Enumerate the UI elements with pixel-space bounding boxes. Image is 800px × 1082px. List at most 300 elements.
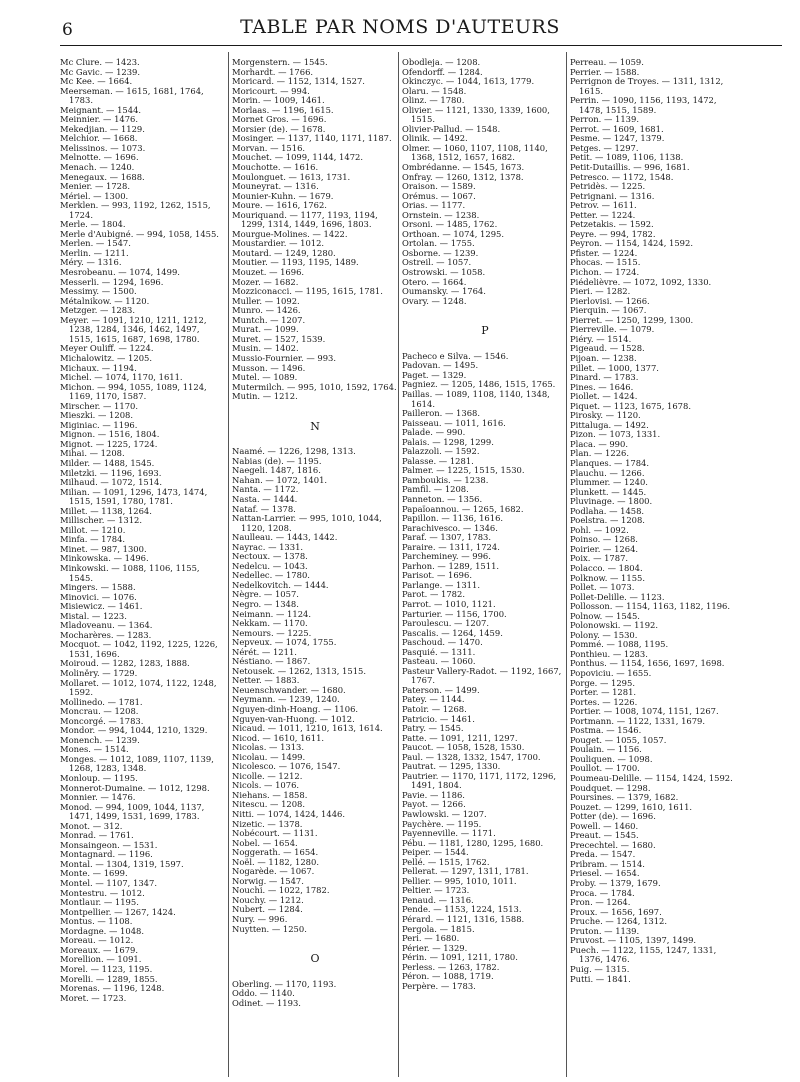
index-entry: Oraison. — 1589. xyxy=(402,181,476,192)
index-entry: Onfray. — 1260, 1312, 1378. xyxy=(402,171,524,182)
index-entry: Milder. — 1488, 1545. xyxy=(60,457,155,468)
index-entry: Pérard. — 1121, 1316, 1588. xyxy=(402,914,525,925)
index-entry: Minkowski. — 1088, 1106, 1155, 1545. xyxy=(60,562,200,583)
index-entry: Neymann. — 1239, 1240. xyxy=(232,694,340,705)
index-entry: Mourgue-Molines. — 1422. xyxy=(232,228,348,239)
index-entry: Pautrat. — 1295, 1330. xyxy=(402,761,501,772)
index-entry: Pittaluga. — 1492. xyxy=(570,419,649,430)
index-entry: Menier. — 1728. xyxy=(60,181,130,192)
index-entry: Muret. — 1527, 1539. xyxy=(232,333,326,344)
index-entry: Nury. — 996. xyxy=(232,914,288,925)
index-entry: Petzetakis. — 1592. xyxy=(570,219,654,230)
index-entry: Parcheminey. — 996. xyxy=(402,551,491,562)
index-entry: Nataf. — 1378. xyxy=(232,503,296,514)
index-entry: Petresco. — 1172, 1548. xyxy=(570,171,674,182)
index-entry: Pasquié. — 1311. xyxy=(402,646,476,657)
index-entry: Perreau. — 1059. xyxy=(570,57,644,67)
index-entry: Nitti. — 1074, 1424, 1446. xyxy=(232,809,346,820)
index-entry: Nouchi. — 1022, 1782. xyxy=(232,885,330,896)
index-entry: Morelli. — 1289, 1855. xyxy=(60,973,158,984)
index-entry: Perrier. — 1588. xyxy=(570,66,640,77)
index-entry: Olinz. — 1780. xyxy=(402,95,465,106)
index-entry: Pierreville. — 1079. xyxy=(570,324,655,335)
index-entry: Mouzet. — 1696. xyxy=(232,267,305,278)
index-entry: Monte. — 1699. xyxy=(60,868,128,879)
index-entry: Papillon. — 1136, 1616. xyxy=(402,513,504,524)
index-entry: Pellé. — 1515, 1762. xyxy=(402,856,490,867)
index-entry: Merle. — 1804. xyxy=(60,219,126,230)
index-entry: Meyer. — 1091, 1210, 1211, 1212, 1238, 1284, 1346, 1462, 1497, 1515, 1615, 1687, 1698, 1780. xyxy=(60,314,207,344)
index-entry: Patte. — 1091, 1211, 1297. xyxy=(402,732,518,743)
index-entry: Nègre. — 1057. xyxy=(232,589,299,600)
index-entry: Nubert. — 1284. xyxy=(232,904,303,915)
index-entry: Pijoan. — 1238. xyxy=(570,352,637,363)
index-entry: Polony. — 1530. xyxy=(570,629,638,640)
index-entry: Patricio. — 1461. xyxy=(402,713,475,724)
index-entry: Perrot. — 1609, 1681. xyxy=(570,123,664,134)
index-entry: Otero. — 1664. xyxy=(402,276,467,287)
index-entry: Mozer. — 1682. xyxy=(232,276,299,287)
index-entry: Ostreil. — 1057. xyxy=(402,257,472,268)
index-entry: Poumeau-Delille. — 1154, 1424, 1592. xyxy=(570,773,733,784)
index-entry: Moliněry. — 1729. xyxy=(60,668,138,678)
index-entry: Moreaux. — 1679. xyxy=(60,944,139,955)
index-entry: Osborne. — 1239. xyxy=(402,247,479,258)
index-entry: Palazzoli. — 1592. xyxy=(402,446,480,457)
index-entry: Pouget. — 1055, 1057. xyxy=(570,734,667,745)
index-entry: Parlange. — 1311. xyxy=(402,579,480,590)
index-entry: Parot. — 1782. xyxy=(402,589,465,600)
index-column-3 xyxy=(402,58,568,991)
index-entry: Morellion. — 1091. xyxy=(60,954,142,965)
index-entry: Panneton. — 1356. xyxy=(402,493,483,504)
index-entry: Monrad. — 1761. xyxy=(60,830,134,841)
index-entry: Potter (de). — 1696. xyxy=(570,811,656,822)
index-entry: Morvan. — 1516. xyxy=(232,142,306,153)
index-entry: Pfister. — 1224. xyxy=(570,247,638,258)
index-entry: Naegeli. 1487, 1816. xyxy=(232,465,321,476)
index-entry: Nizetic. — 1378. xyxy=(232,818,303,829)
index-entry: Milian. — 1091, 1296, 1473, 1474, 1515, 1591, 1780, 1781. xyxy=(60,486,208,507)
index-entry: Petges. — 1297. xyxy=(570,142,639,153)
index-entry: Oberling. — 1170, 1193. xyxy=(232,978,337,989)
index-entry: Postma. — 1546. xyxy=(570,725,642,736)
index-entry: Mignot. — 1225, 1724. xyxy=(60,438,158,449)
index-entry: Musin. — 1402. xyxy=(232,343,299,354)
index-entry: Nahan. — 1072, 1401. xyxy=(232,474,328,485)
index-entry: Pichon. — 1724. xyxy=(570,267,640,278)
index-entry: Parturier. — 1156, 1700. xyxy=(402,608,507,619)
index-entry: Ovary. — 1248. xyxy=(402,295,467,306)
section-letter: P xyxy=(481,324,489,338)
index-entry: Pollet. — 1073. xyxy=(570,582,635,593)
index-entry: Phocas. — 1515. xyxy=(570,257,641,268)
index-entry: Pruvost. — 1105, 1397, 1499. xyxy=(570,935,697,946)
index-entry: Noël. — 1182, 1280. xyxy=(232,856,319,867)
index-entry: Mc Gavic. — 1239. xyxy=(60,66,141,77)
index-entry: Morsier (de). — 1678. xyxy=(232,123,326,134)
index-entry: Peri. — 1680. xyxy=(402,933,460,944)
index-entry: Portier. — 1008, 1074, 1151, 1267. xyxy=(570,706,719,717)
index-entry: Pellier. — 995, 1010, 1011. xyxy=(402,875,517,886)
index-entry: Moure. — 1616, 1762. xyxy=(232,200,327,211)
index-entry: Montlaur. — 1195. xyxy=(60,897,139,908)
index-entry: Paschoud. — 1470. xyxy=(402,637,483,648)
index-entry: Mondor. — 994, 1044, 1210, 1329. xyxy=(60,725,208,736)
index-entry: Proca. — 1784. xyxy=(570,887,635,898)
index-entry: Pines. — 1646. xyxy=(570,381,634,392)
index-entry: Mc Kee. — 1664. xyxy=(60,76,133,87)
index-entry: Nasta. — 1444. xyxy=(232,493,298,504)
index-entry: Moret. — 1723. xyxy=(60,992,127,1003)
index-entry: Moulonguet. — 1613, 1731. xyxy=(232,171,351,182)
index-entry: Monod. — 994, 1009, 1044, 1137, 1471, 1499, 1531, 1699, 1783. xyxy=(60,801,205,822)
index-entry: Noggerath. — 1654. xyxy=(232,847,319,858)
index-entry: Parachivesco. — 1346. xyxy=(402,522,498,533)
index-entry: Nanta. — 1172. xyxy=(232,484,299,495)
index-entry: Michalowitz. — 1205. xyxy=(60,352,153,363)
index-entry: Plan. — 1226. xyxy=(570,448,630,459)
index-entry: Perron. — 1139. xyxy=(570,114,639,125)
index-entry: Palade. — 990. xyxy=(402,427,466,438)
index-entry: Pribram. — 1514. xyxy=(570,858,645,869)
index-entry: Nicolle. — 1212. xyxy=(232,770,303,781)
index-entry: Patry. — 1545. xyxy=(402,723,464,734)
index-entry: Peltier. — 1723. xyxy=(402,885,470,896)
index-entry: Pellerat. — 1297, 1311, 1781. xyxy=(402,866,529,877)
section-letter: N xyxy=(310,419,320,433)
index-entry: Poelstra. — 1208. xyxy=(570,515,645,526)
index-entry: Paisseau. — 1011, 1616. xyxy=(402,417,506,428)
index-entry: Millet. — 1138, 1264. xyxy=(60,505,152,516)
index-entry: Nattan-Larrier. — 995, 1010, 1044, 1120, 1208. xyxy=(232,513,382,533)
index-entry: Mesrobeanu. — 1074, 1499. xyxy=(60,267,180,278)
index-entry: Morin. — 1009, 1461. xyxy=(232,95,325,106)
index-entry: Perrignon de Troyes. — 1311, 1312, 1615. xyxy=(570,76,724,96)
index-entry: Poullot. — 1700. xyxy=(570,763,640,774)
index-entry: Polknow. — 1155. xyxy=(570,572,646,583)
index-entry: Pawlowski. — 1207. xyxy=(402,809,487,820)
index-entry: Mones. — 1514. xyxy=(60,744,129,755)
index-entry: Pron. — 1264. xyxy=(570,897,631,908)
index-entry: Plummer. — 1240. xyxy=(570,477,648,488)
index-entry: Monges. — 1012, 1089, 1107, 1139, 1268, 1283, 1348. xyxy=(60,753,214,774)
index-entry: Petit. — 1089, 1106, 1138. xyxy=(570,152,684,163)
index-entry: Muller. — 1092. xyxy=(232,295,300,306)
index-entry: Monench. — 1239. xyxy=(60,734,140,745)
index-entry: Mladoveanu. — 1364. xyxy=(60,620,153,631)
index-entry: Poix. — 1787. xyxy=(570,553,629,564)
index-entry: Montagnard. — 1196. xyxy=(60,849,153,860)
index-entry: Monnier. — 1476. xyxy=(60,792,136,803)
index-entry: Pailleron. — 1368. xyxy=(402,408,481,419)
index-entry: Moncorgé. — 1783. xyxy=(60,715,144,726)
index-entry: Montus. — 1108. xyxy=(60,916,133,927)
index-entry: Parrot. — 1010, 1121. xyxy=(402,598,496,609)
index-entry: Pagniez. — 1205, 1486, 1515, 1765. xyxy=(402,379,556,390)
index-entry: Mutel. — 1089. xyxy=(232,372,298,383)
index-entry: Priesel. — 1654. xyxy=(570,868,640,879)
index-entry: Paillas. — 1089, 1108, 1140, 1348, 1614. xyxy=(402,388,550,409)
index-entry: Mistal. — 1223. xyxy=(60,610,127,621)
index-entry: Ponthus. — 1154, 1656, 1697, 1698. xyxy=(570,658,725,669)
index-entry: Mihai. — 1208. xyxy=(60,448,125,459)
index-entry: Poirier. — 1264. xyxy=(570,543,639,554)
index-entry: Ombrédanne. — 1545, 1673. xyxy=(402,162,525,173)
index-entry: Pierlovisi. — 1266. xyxy=(570,295,650,306)
index-entry: Moncrau. — 1208. xyxy=(60,706,139,717)
index-entry: Melissinos. — 1073. xyxy=(60,142,146,153)
index-entry: Neimann. — 1124. xyxy=(232,608,312,619)
index-entry: Michel. — 1074, 1170, 1611. xyxy=(60,372,183,383)
index-entry: Moricourt. — 994. xyxy=(232,85,310,96)
index-entry: Porter. — 1281. xyxy=(570,687,637,698)
index-entry: Nicolesco. — 1076, 1547. xyxy=(232,761,341,772)
index-entry: Pouzet. — 1299, 1610, 1611. xyxy=(570,801,693,812)
index-entry: Poudquet. — 1298. xyxy=(570,782,651,793)
index-entry: Porge. — 1295. xyxy=(570,677,635,688)
index-entry: Pébu. — 1181, 1280, 1295, 1680. xyxy=(402,837,544,848)
index-entry: Patey. — 1144. xyxy=(402,694,465,705)
index-entry: Mutin. — 1212. xyxy=(232,391,298,402)
index-entry: Obodleja. — 1208. xyxy=(402,57,481,67)
index-entry: Piquet. — 1123, 1675, 1678. xyxy=(570,400,692,411)
index-entry: Plunkett. — 1445. xyxy=(570,486,647,497)
index-entry: Pigeaud. — 1528. xyxy=(570,343,645,354)
index-entry: Miletzki. — 1196, 1693. xyxy=(60,467,162,478)
index-entry: Pierret. — 1250, 1299, 1300. xyxy=(570,314,694,325)
index-entry: Patoir. — 1268. xyxy=(402,704,467,714)
index-entry: Pinard. — 1783. xyxy=(570,372,639,383)
index-entry: Ponthieu. — 1283. xyxy=(570,648,648,659)
index-entry: Orthoan. — 1074, 1295. xyxy=(402,228,505,239)
index-entry: Piollet. — 1424. xyxy=(570,391,638,402)
index-entry: Minfa. — 1784. xyxy=(60,534,126,545)
index-entry: Mouriquand. — 1177, 1193, 1194, 1299, 1314, 1449, 1696, 1803. xyxy=(232,209,378,230)
index-entry: Monsaingeon. — 1531. xyxy=(60,839,158,850)
index-entry: Montal. — 1304, 1319, 1597. xyxy=(60,858,184,869)
section-letter: O xyxy=(310,952,320,966)
index-entry: Pollosson. — 1154, 1163, 1182, 1196. xyxy=(570,601,731,612)
index-entry: Olivier. — 1121, 1330, 1339, 1600, 1515. xyxy=(402,104,550,125)
index-entry: Montestru. — 1012. xyxy=(60,887,145,898)
header-rule xyxy=(60,45,782,46)
index-entry: Portes. — 1226. xyxy=(570,696,638,707)
index-entry: Pizon. — 1073, 1331. xyxy=(570,429,661,440)
index-entry: Preaut. — 1545. xyxy=(570,830,639,841)
index-entry: Pommé. — 1088, 1195. xyxy=(570,639,669,650)
index-entry: Melnotte. — 1696. xyxy=(60,152,139,163)
index-entry: Palmer. — 1225, 1515, 1530. xyxy=(402,465,525,476)
index-entry: Papaïoannou. — 1265, 1682. xyxy=(402,503,524,514)
index-entry: Pasteau. — 1060. xyxy=(402,656,476,667)
index-entry: Paroulescu. — 1207. xyxy=(402,618,490,629)
index-entry: Musson. — 1496. xyxy=(232,362,306,373)
index-entry: Olivier-Pallud. — 1548. xyxy=(402,123,501,134)
index-entry: Nobel. — 1654. xyxy=(232,837,298,848)
index-entry: Mollaret. — 1012, 1074, 1122, 1248, 1592. xyxy=(60,677,217,698)
index-entry: Proux. — 1656, 1697. xyxy=(570,906,662,917)
index-entry: Mornet Gros. — 1696. xyxy=(232,114,327,125)
index-entry: Périer. — 1329. xyxy=(402,942,468,953)
index-entry: Ofendorff. — 1284. xyxy=(402,66,483,77)
index-entry: Metzger. — 1283. xyxy=(60,305,136,316)
index-entry: Nicod. — 1610, 1611. xyxy=(232,732,325,743)
index-entry: Meerseman. — 1615, 1681, 1764, 1783. xyxy=(60,85,204,106)
index-column-1 xyxy=(60,58,226,1003)
index-entry: Parhon. — 1289, 1511. xyxy=(402,560,500,571)
index-entry: Pesme. — 1247, 1379. xyxy=(570,133,665,144)
index-entry: Puig. — 1315. xyxy=(570,963,630,974)
index-entry: Perrin. — 1090, 1156, 1193, 1472, 1478, 1515, 1589. xyxy=(570,95,717,115)
index-entry: Plauchu. — 1266. xyxy=(570,467,645,478)
index-entry: Pautrier. — 1170, 1171, 1172, 1296, 1491, 1804. xyxy=(402,770,556,791)
index-entry: Métalnikow. — 1120. xyxy=(60,295,150,306)
index-entry: Nicaud. — 1011, 1210, 1613, 1614. xyxy=(232,723,383,734)
index-entry: Norwig. — 1547. xyxy=(232,875,304,886)
index-entry: Périn. — 1091, 1211, 1780. xyxy=(402,952,518,963)
index-entry: Mouneyrat. — 1316. xyxy=(232,181,319,192)
index-entry: Polonowski. — 1192. xyxy=(570,620,659,631)
index-entry: Padovan. — 1495. xyxy=(402,360,479,371)
index-entry: Pamboukis. — 1238. xyxy=(402,474,489,485)
page-number: 6 xyxy=(62,20,73,40)
index-entry: Murat. — 1099. xyxy=(232,324,299,335)
index-entry: Perless. — 1263, 1782. xyxy=(402,961,500,972)
index-entry: Puech. — 1122, 1155, 1247, 1331, 1376, 1476. xyxy=(570,944,717,965)
index-entry: Mocquot. — 1042, 1192, 1225, 1226, 1531, 1696. xyxy=(60,639,218,659)
index-entry: Paget. — 1329. xyxy=(402,369,467,380)
index-entry: Negro. — 1348. xyxy=(232,598,299,609)
index-entry: Nogarède. — 1067. xyxy=(232,866,315,877)
index-entry: Muntch. — 1207. xyxy=(232,314,306,325)
index-entry: Pacheco e Silva. — 1546. xyxy=(402,350,509,361)
index-entry: Piédelièvre. — 1072, 1092, 1330. xyxy=(570,276,712,287)
index-entry: Preda. — 1547. xyxy=(570,849,636,860)
index-entry: Moricard. — 1152, 1314, 1527. xyxy=(232,76,365,87)
index-entry: Ostrowski. — 1058. xyxy=(402,267,486,278)
index-entry: Milhaud. — 1072, 1514. xyxy=(60,477,163,488)
index-entry: Miginiac. — 1196. xyxy=(60,419,138,430)
index-entry: Mc Clure. — 1423. xyxy=(60,57,140,67)
index-entry: Peiper. — 1544. xyxy=(402,847,469,858)
column-divider-2 xyxy=(398,52,399,1077)
index-entry: Naulleau. — 1443, 1442. xyxy=(232,532,338,543)
index-entry: Michon. — 994, 1055, 1089, 1124, 1169, 1170, 1587. xyxy=(60,381,207,402)
index-entry: Mekedjian. — 1129. xyxy=(60,123,145,134)
index-entry: Poinso. — 1268. xyxy=(570,534,638,545)
index-entry: Orsoni. — 1485, 1762. xyxy=(402,219,498,230)
index-entry: Mouchotte. — 1616. xyxy=(232,162,319,173)
index-entry: Oddo. — 1140. xyxy=(232,988,295,999)
index-entry: Mingers. — 1588. xyxy=(60,582,136,593)
index-entry: Naamé. — 1226, 1298, 1313. xyxy=(232,446,356,457)
index-entry: Montel. — 1107, 1347. xyxy=(60,878,157,889)
index-entry: Precechtel. — 1680. xyxy=(570,839,656,850)
index-entry: Mocharères. — 1283. xyxy=(60,629,152,640)
index-entry: Poursines. — 1379, 1682. xyxy=(570,792,679,803)
index-entry: Munro. — 1426. xyxy=(232,305,301,316)
index-entry: Nicolas. — 1313. xyxy=(232,742,305,753)
index-entry: Mignon. — 1516, 1804. xyxy=(60,429,160,440)
index-entry: Palasse. — 1281. xyxy=(402,455,474,466)
index-entry: Nobécourt. — 1131. xyxy=(232,828,318,839)
index-entry: Powell. — 1460. xyxy=(570,820,639,831)
index-entry: Paraf. — 1307, 1783. xyxy=(402,532,492,543)
index-entry: Pascalis. — 1264, 1459. xyxy=(402,627,503,638)
index-entry: Morhardt. — 1766. xyxy=(232,66,314,77)
index-entry: Paterson. — 1499. xyxy=(402,684,480,695)
index-column-2 xyxy=(232,58,398,1008)
index-entry: Mozziconacci. — 1195, 1615, 1781. xyxy=(232,286,383,297)
index-entry: Nepveux. — 1074, 1755. xyxy=(232,637,337,648)
index-entry: Olmer. — 1060, 1107, 1108, 1140, 1368, 1512, 1657, 1682. xyxy=(402,142,548,163)
index-entry: Nabias (de). — 1195. xyxy=(232,455,322,466)
index-entry: Pluvinage. — 1800. xyxy=(570,496,653,507)
index-entry: Nedellec. — 1780. xyxy=(232,570,310,581)
index-entry: Poulain. — 1156. xyxy=(570,744,642,755)
index-entry: Pieri. — 1282. xyxy=(570,286,631,297)
index-entry: Moustardier. — 1012. xyxy=(232,238,325,249)
index-entry: Merlin. — 1211. xyxy=(60,247,129,258)
index-entry: Pergola. — 1815. xyxy=(402,923,475,934)
index-entry: Parisot. — 1696. xyxy=(402,570,472,581)
index-entry: Placa. — 990. xyxy=(570,438,628,449)
index-entry: Payot. — 1266. xyxy=(402,799,466,810)
index-entry: Merlen. — 1547. xyxy=(60,238,131,249)
index-entry: Menegaux. — 1688. xyxy=(60,171,145,182)
index-entry: Nérét. — 1211. xyxy=(232,646,297,657)
index-entry: Mussio-Fournier. — 993. xyxy=(232,352,337,363)
index-entry: Meyer Ouliff. — 1224. xyxy=(60,343,154,354)
index-entry: Pillet. — 1000, 1377. xyxy=(570,362,659,373)
index-entry: Nitescu. — 1208. xyxy=(232,799,306,810)
index-entry: Petter. — 1224. xyxy=(570,209,636,220)
index-entry: Nayrac. — 1331. xyxy=(232,541,304,552)
index-entry: Mollinedo. — 1781. xyxy=(60,696,143,707)
index-entry: Neuenschwander. — 1680. xyxy=(232,684,346,695)
index-entry: Monnerot-Dumaine. — 1012, 1298. xyxy=(60,782,210,793)
index-entry: Oumansky. — 1764. xyxy=(402,286,486,297)
index-entry: Melchior. — 1668. xyxy=(60,133,138,144)
index-entry: Morel. — 1123, 1195. xyxy=(60,963,153,974)
index-entry: Podlaha. — 1458. xyxy=(570,505,645,516)
index-entry: Mordagne. — 1048. xyxy=(60,925,145,936)
index-entry: Pirosky. — 1120. xyxy=(570,410,641,421)
index-entry: Millischer. — 1312. xyxy=(60,515,143,526)
index-entry: Petrignani. — 1316. xyxy=(570,190,655,201)
index-entry: Peyron. — 1154, 1424, 1592. xyxy=(570,238,693,249)
index-entry: Nicolau. — 1499. xyxy=(232,751,306,762)
index-entry: Okinczyc. — 1044, 1613, 1779. xyxy=(402,76,535,87)
index-entry: Moreau. — 1012. xyxy=(60,935,134,946)
index-entry: Perpère. — 1783. xyxy=(402,980,476,991)
index-entry: Palais. — 1298, 1299. xyxy=(402,436,494,447)
index-entry: Minovici. — 1076. xyxy=(60,591,137,602)
index-entry: Netter. — 1883. xyxy=(232,675,300,686)
index-entry: Minet. — 987, 1300. xyxy=(60,543,147,554)
index-entry: Paul. — 1328, 1332, 1547, 1700. xyxy=(402,751,541,762)
column-divider-1 xyxy=(228,52,229,1077)
index-entry: Pruche. — 1264, 1312. xyxy=(570,916,668,927)
index-entry: Misiewicz. — 1461. xyxy=(60,601,143,612)
index-entry: Paraire. — 1311, 1724. xyxy=(402,541,500,552)
index-entry: Mouchet. — 1099, 1144, 1472. xyxy=(232,152,364,163)
index-entry: Néstiano. — 1867. xyxy=(232,656,311,667)
index-entry: Merle d'Aubigné. — 994, 1058, 1455. xyxy=(60,228,219,239)
index-entry: Odinet. — 1193. xyxy=(232,997,301,1008)
index-entry: Ortolan. — 1755. xyxy=(402,238,475,249)
